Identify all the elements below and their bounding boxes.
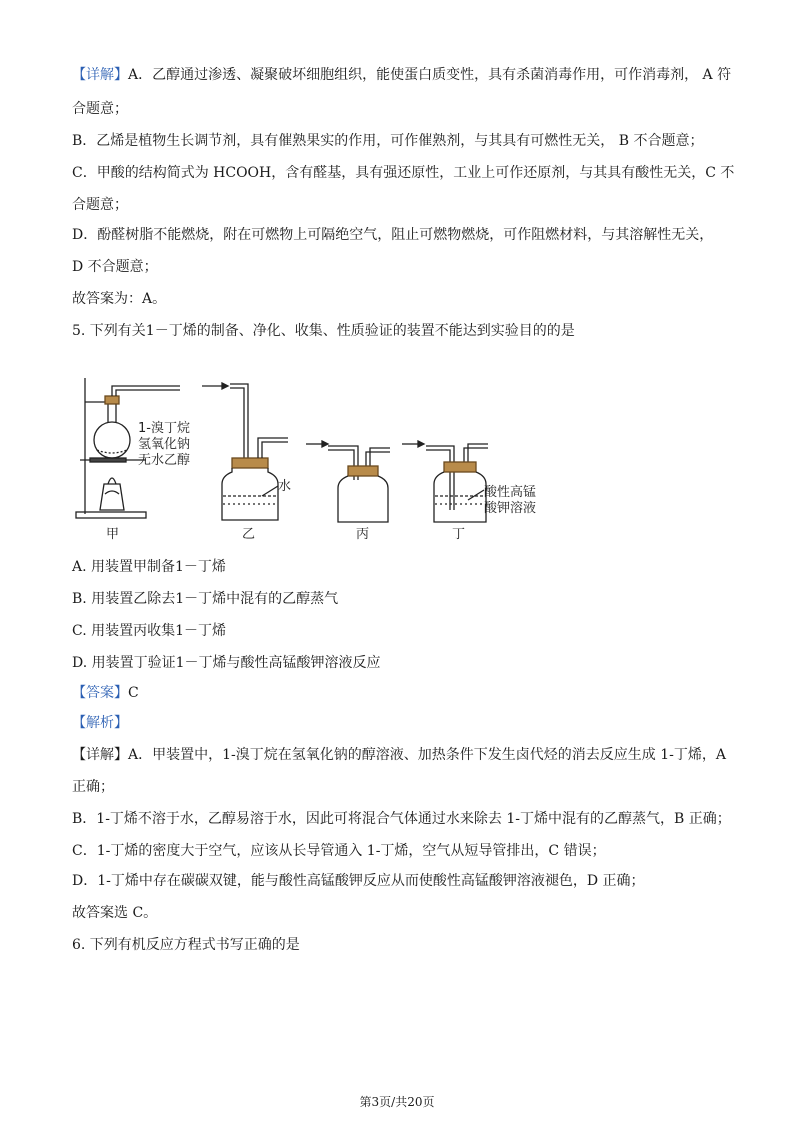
detail-a-line1 [72, 746, 724, 764]
answer-value: C [128, 685, 139, 701]
option-a: A. 用装置甲制备1－丁烯 [72, 559, 226, 575]
prev-detail-a-line2: 合题意； [72, 101, 128, 117]
analysis-line [72, 714, 724, 732]
detail-d: D．1-丁烯中存在碳碳双键，能与酸性高锰酸钾反应从而使酸性高锰酸钾溶液褪色，D 正确； [72, 873, 645, 889]
analysis-tag: 【解析】 [72, 715, 128, 731]
prev-detail-c-line2: 合题意； [72, 197, 128, 213]
page-footer: 第3页/共20页 [359, 1095, 435, 1109]
detail-tag-q5: 【详解】 [72, 747, 128, 763]
option-b: B. 用装置乙除去1－丁烯中混有的乙醇蒸气 [72, 591, 339, 607]
answer-tag: 【答案】 [72, 685, 128, 701]
option-d: D. 用装置丁验证1－丁烯与酸性高锰酸钾溶液反应 [72, 655, 381, 671]
prev-detail-b: B．乙烯是植物生长调节剂，具有催熟果实的作用，可作催熟剂，与其具有可燃性无关， B 不合题意； [72, 133, 704, 149]
detail-a-text: A．甲装置中，1-溴丁烷在氢氧化钠的醇溶液、加热条件下发生卤代烃的消去反应生成 1-丁烯，A [128, 747, 726, 763]
apparatus-label-bing: 丙 [356, 527, 370, 542]
question-5-stem: 5. 下列有关1－丁烯的制备、净化、收集、性质验证的装置不能达到实验目的的是 [72, 323, 575, 339]
question-6-stem: 6. 下列有机反应方程式书写正确的是 [72, 937, 300, 953]
option-c: C. 用装置丙收集1－丁烯 [72, 623, 227, 639]
apparatus-label-yi: 乙 [242, 527, 256, 542]
label-water: 水 [278, 479, 292, 494]
detail-tag: 【详解】 [72, 67, 128, 83]
reagent-ethanol: 无水乙醇 [138, 453, 191, 468]
prev-detail-d-line2: D 不合题意； [72, 259, 158, 275]
prev-detail-d-line1: D．酚醛树脂不能燃烧，附在可燃物上可隔绝空气，阻止可燃物燃烧，可作阻燃材料，与其溶解性无关， [72, 227, 714, 243]
reagent-1-bromobutane: 1-溴丁烷 [138, 421, 190, 436]
prev-detail-a-line1 [72, 66, 732, 84]
question-5-conclusion: 故答案选 C。 [72, 905, 158, 921]
detail-a-line2: 正确； [72, 779, 114, 795]
prev-detail-a-text: A．乙醇通过渗透、凝聚破坏细胞组织，能使蛋白质变性，具有杀菌消毒作用，可作消毒剂， A 符 [128, 67, 732, 83]
detail-c: C．1-丁烯的密度大于空气，应该从长导管通入 1-丁烯，空气从短导管排出，C 错误； [72, 843, 606, 859]
apparatus-label-jia: 甲 [106, 527, 120, 542]
detail-b: B．1-丁烯不溶于水，乙醇易溶于水，因此可将混合气体通过水来除去 1-丁烯中混有的乙醇蒸气，B 正确； [72, 811, 731, 827]
reagent-naoh: 氢氧化钠 [138, 437, 191, 452]
prev-conclusion: 故答案为：A。 [72, 291, 167, 307]
label-kmno4-line1: 酸性高锰 [484, 485, 537, 500]
apparatus-label-ding: 丁 [452, 527, 466, 542]
answer-line [72, 684, 724, 702]
apparatus-figure [72, 372, 552, 544]
prev-detail-c-line1: C．甲酸的结构简式为 HCOOH，含有醛基，具有强还原性，工业上可作还原剂，与其具有酸性无关，C 不 [72, 165, 735, 181]
label-kmno4-line2: 酸钾溶液 [484, 501, 537, 516]
